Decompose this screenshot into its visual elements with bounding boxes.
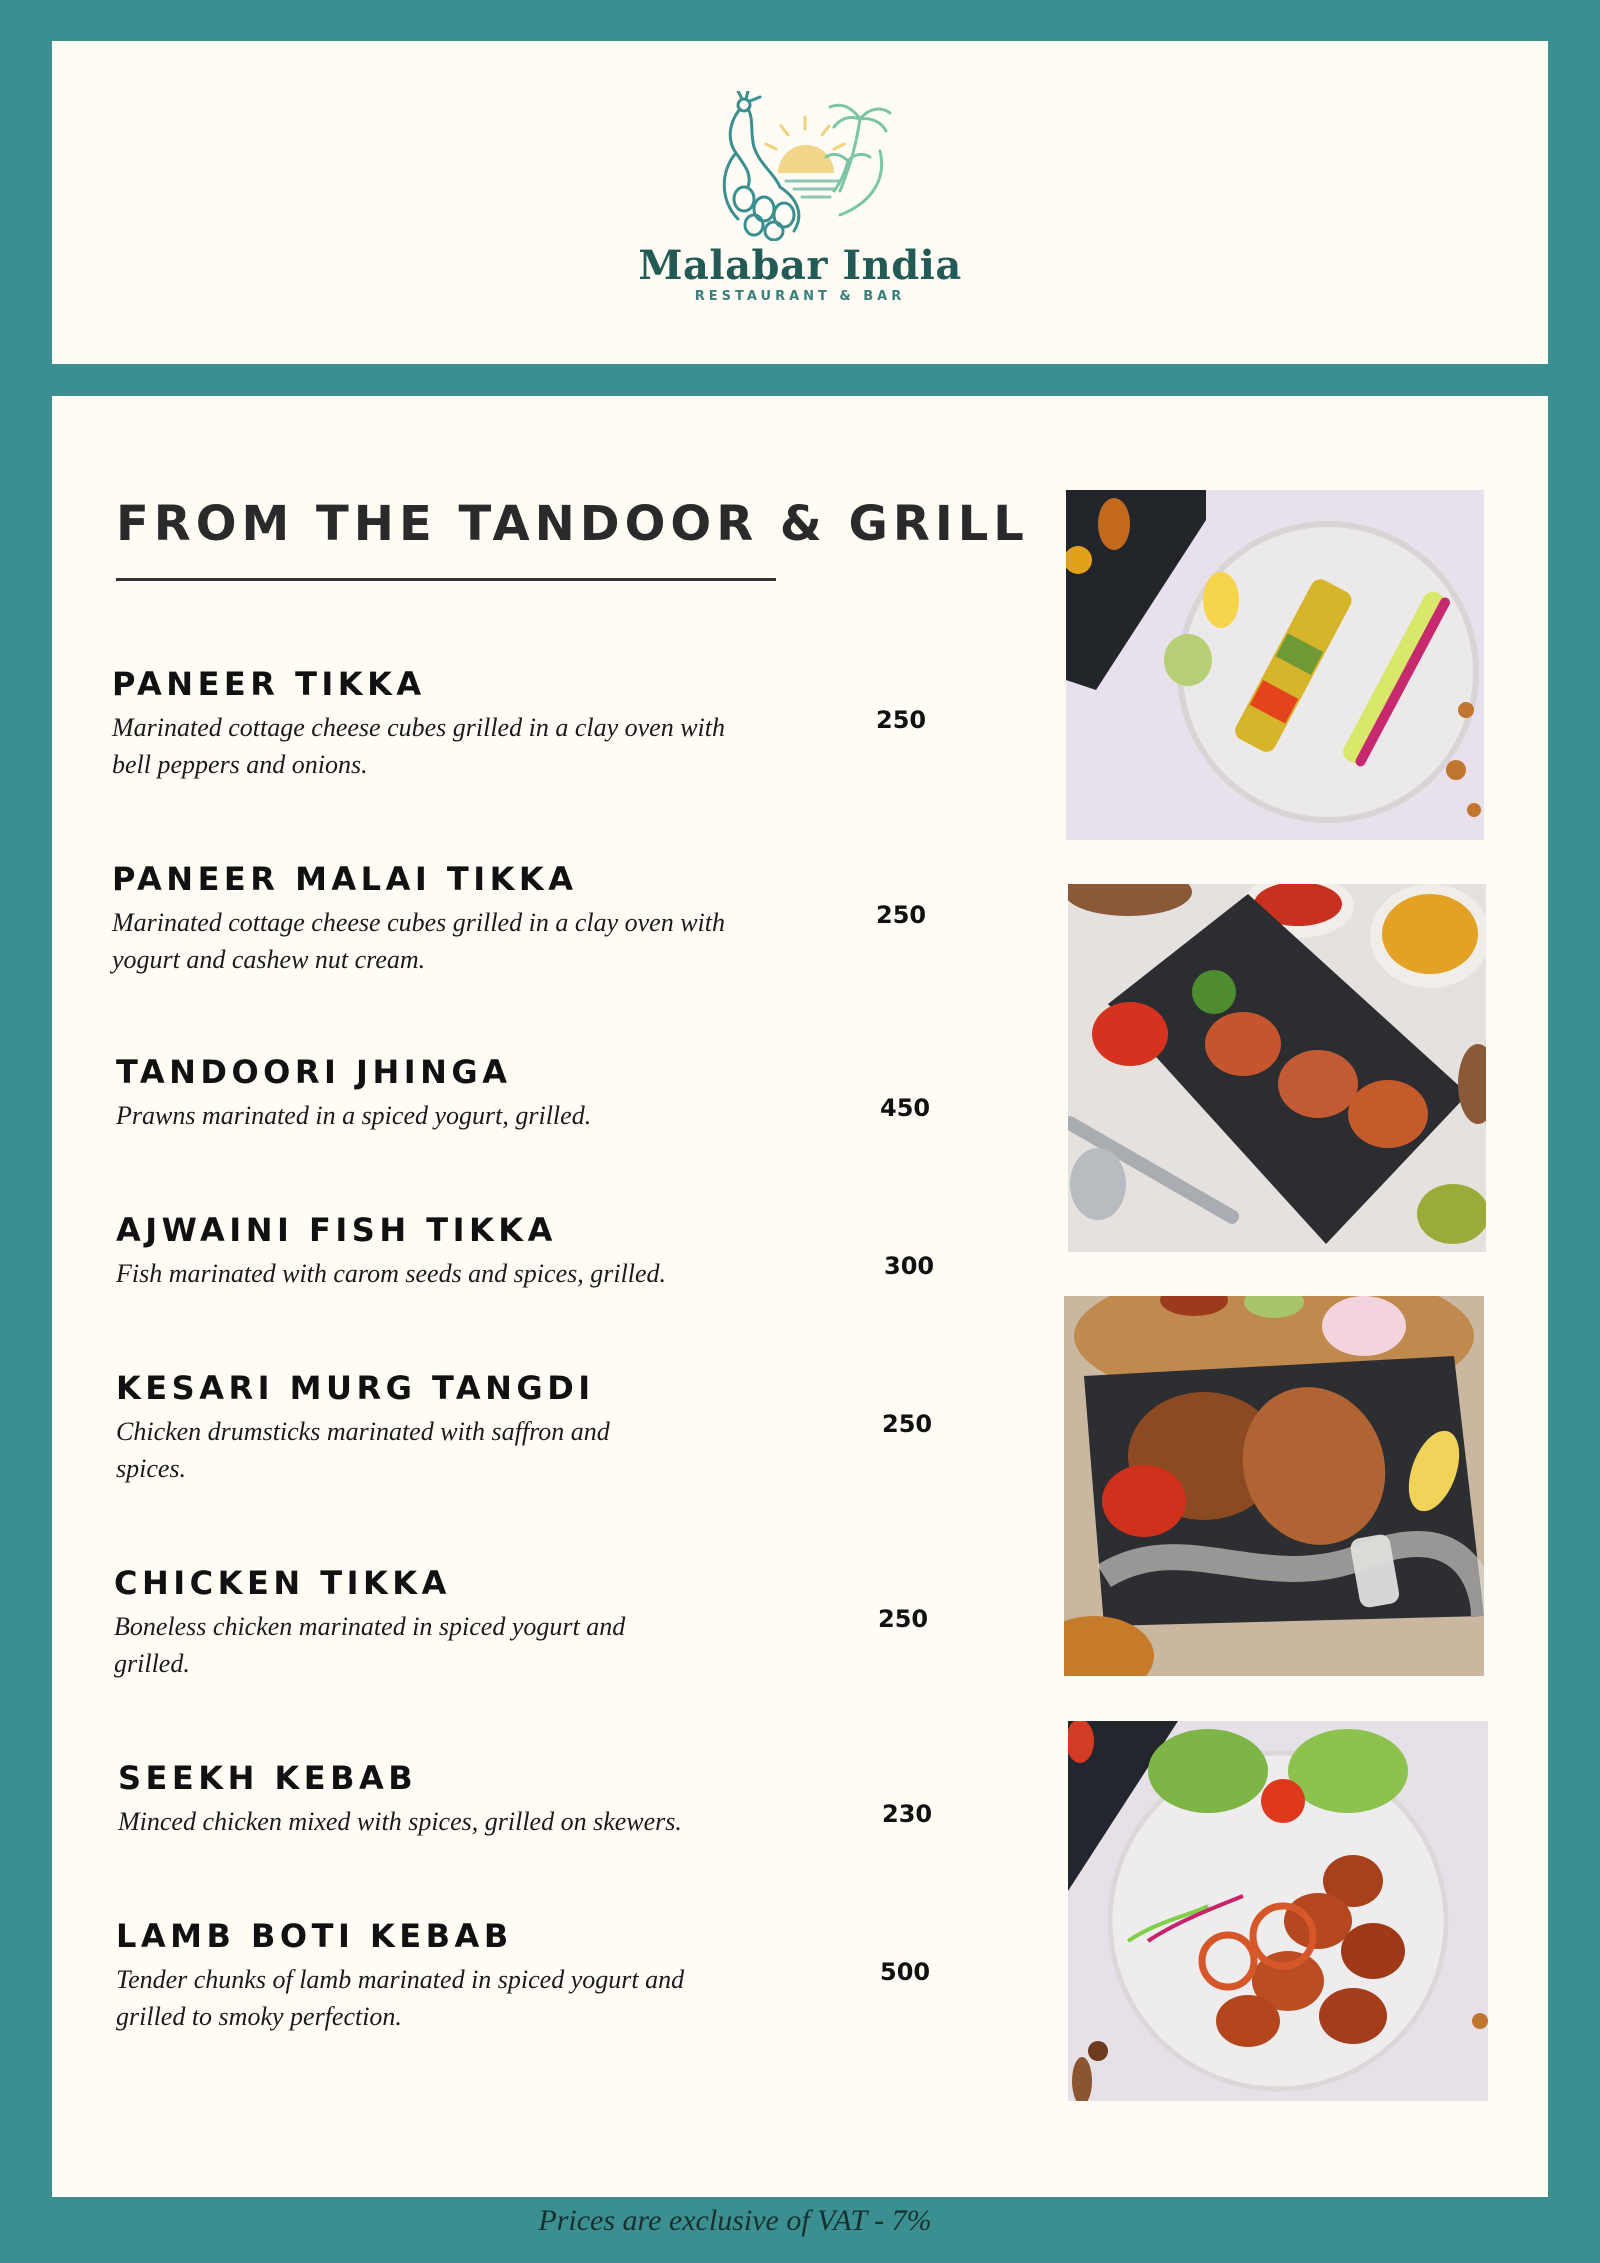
title-underline — [116, 578, 776, 581]
item-description: Fish marinated with carom seeds and spices, grilled. — [116, 1259, 667, 1288]
brand-subtitle: RESTAURANT & BAR — [694, 289, 906, 304]
item-price: 250 — [876, 706, 927, 734]
menu-item — [116, 1368, 1016, 1487]
header-panel — [52, 41, 1548, 364]
lamb-boti-plate-photo — [1068, 1721, 1488, 2101]
item-name: TANDOORI JHINGA — [116, 1053, 512, 1091]
item-description: Tender chunks of lamb marinated in spiced yogurt and grilled to smoky perfection. — [116, 1965, 685, 2031]
item-name: KESARI MURG TANGDI — [116, 1369, 595, 1407]
item-price: 250 — [882, 1410, 933, 1438]
paneer-tikka-plate-photo — [1066, 490, 1484, 840]
item-name: CHICKEN TIKKA — [114, 1564, 451, 1602]
menu-item — [114, 1563, 1014, 1682]
menu-item — [112, 859, 1012, 978]
menu-item — [112, 664, 1012, 783]
item-description: Marinated cottage cheese cubes grilled in a clay oven with bell peppers and onions. — [112, 713, 725, 779]
brand-name: Malabar India — [638, 242, 962, 289]
menu-panel — [52, 396, 1548, 2197]
tandoori-prawns-tray-photo — [1068, 884, 1486, 1252]
item-price: 300 — [884, 1252, 935, 1280]
item-price: 250 — [876, 901, 927, 929]
item-description: Chicken drumsticks marinated with saffron and spices. — [116, 1417, 610, 1483]
tandoori-chicken-drumsticks-photo — [1064, 1296, 1484, 1676]
item-price: 230 — [882, 1800, 933, 1828]
item-name: PANEER MALAI TIKKA — [112, 860, 578, 898]
menu-item — [116, 1916, 1016, 2035]
item-description: Prawns marinated in a spiced yogurt, grilled. — [116, 1101, 592, 1130]
vat-notice: Prices are exclusive of VAT - 7% — [538, 2204, 932, 2237]
item-price: 500 — [880, 1958, 931, 1986]
item-price: 450 — [880, 1094, 931, 1122]
item-name: SEEKH KEBAB — [118, 1759, 418, 1797]
item-name: AJWAINI FISH TIKKA — [116, 1211, 557, 1249]
item-description: Marinated cottage cheese cubes grilled in a clay oven with yogurt and cashew nut cream. — [112, 908, 725, 974]
peacock-palm-logo-icon — [690, 91, 910, 241]
menu-item — [116, 1052, 1016, 1134]
item-name: LAMB BOTI KEBAB — [116, 1917, 513, 1955]
restaurant-logo — [52, 91, 1548, 304]
item-description: Boneless chicken marinated in spiced yogurt and grilled. — [114, 1612, 626, 1678]
menu-item — [118, 1758, 1018, 1840]
item-description: Minced chicken mixed with spices, grilled on skewers. — [118, 1807, 682, 1836]
item-name: PANEER TIKKA — [112, 665, 426, 703]
item-price: 250 — [878, 1605, 929, 1633]
menu-item — [116, 1210, 1016, 1292]
section-title: FROM THE TANDOOR & GRILL — [116, 496, 1029, 552]
